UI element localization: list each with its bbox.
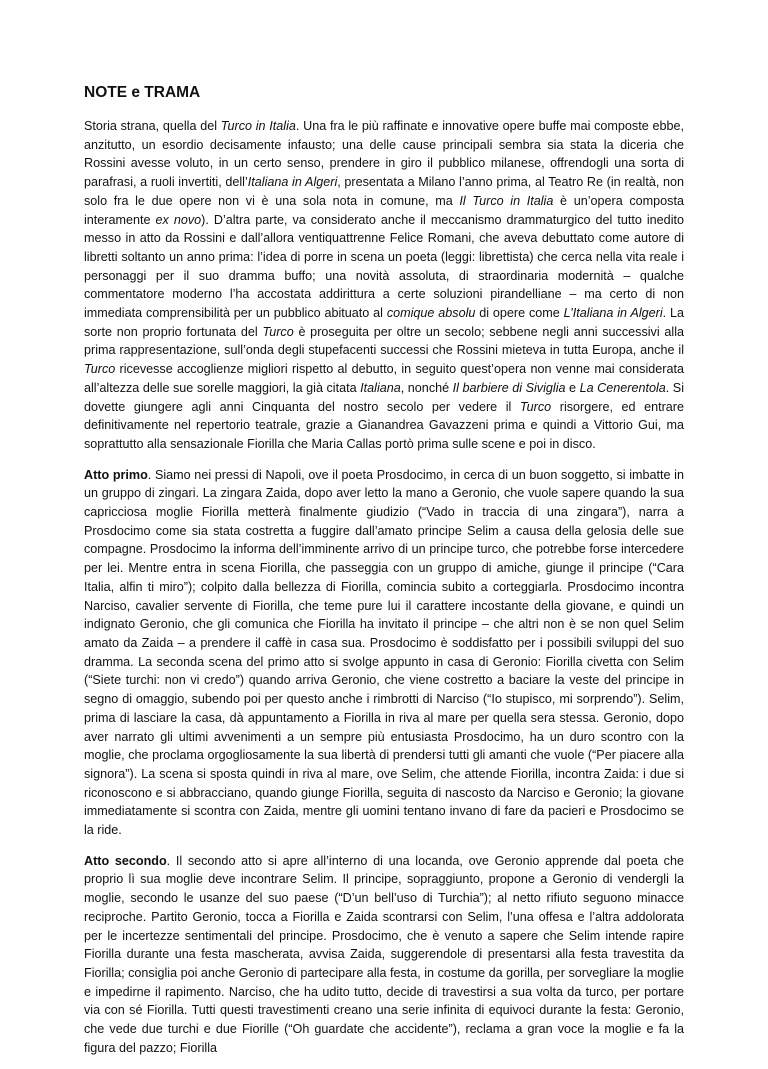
italic-title: ex novo xyxy=(155,212,202,227)
text-run: è proseguita per oltre un secolo; sebbene negli anni successivi alla prima rappresentazione, sull’onda degli stupefacenti successi che Rossini mieteva in tutta Europa, anche il xyxy=(84,324,684,358)
text-run: e xyxy=(565,380,580,395)
italic-title: comique absolu xyxy=(386,306,476,321)
text-run: . La sorte non proprio fortunata del xyxy=(84,306,684,339)
paragraph-heading: Atto secondo xyxy=(84,853,167,868)
act-two-paragraph xyxy=(84,852,684,1058)
document-body xyxy=(84,117,684,1057)
text-run: . Siamo nei pressi di Napoli, ove il poeta Prosdocimo, in cerca di un buon soggetto, si imbatte in un gruppo di zingari. La zingara Zaida, dopo aver letto la mano a Geronio, che vuole sapere quando la sua capricciosa moglie Fiorilla metterà finalmente giudizio (“Vado in traccia di una zingara”), narra a Prosdocimo come sia stata costretta a fuggire dall’amato principe Selim a causa della gelosia delle sue compagne. Prosdocimo la informa dell’imminente arrivo di un principe turco, che potrebbe forse intercedere per lei. Mentre entra in scena Fiorilla, che passeggia con un gruppo di amiche, giunge il principe (“Cara Italia, alfin ti miro”); colpito dalla bellezza di Fiorilla, comincia subito a corteggiarla. Prosdocimo incontra Narciso, cavalier servente di Fiorilla, che teme pure lui il carattere incostante della giovane, e quindi un indignato Geronio, che gli comunica che Fiorilla ha invitato il principe – che altri non è se non quel Selim amato da Zaida – a prendere il caffè in casa sua. Prosdocimo è soddisfatto per i possibili sviluppi del suo dramma. La seconda scena del primo atto si svolge appunto in casa di Geronio: Fiorilla civetta con Selim (“Siete turchi: non vi credo”) quando arriva Geronio, che viene costretto a baciare la veste del principe in segno di omaggio, subendo poi per questo anche i rimbrotti di Narciso (“Io stupisco, mi sorprendo”). Selim, prima di lasciare la casa, dà appuntamento a Fiorilla in riva al mare per quella sera stessa. Geronio, dopo aver narrato gli ultimi avvenimenti a un sempre più entusiasta Prosdocimo, ha un duro scontro con la moglie, che proclama orgogliosamente la sua libertà di prendersi tutti gli amanti che vuole (“Per piacere alla signora”). La scena si sposta quindi in riva al mare, ove Selim, che attende Fiorilla, incontra Zaida: i due si riconoscono e si abbracciano, quando giunge Fiorilla, seguita di nascosto da Narciso e Geronio; la giovane immediatamente si scontra con Zaida, mentre gli uomini tentano invano di fare da pacieri e Prosdocimo se la ride. xyxy=(84,467,684,838)
text-run: . Il secondo atto si apre all’interno di una locanda, ove Geronio apprende dal poeta che proprio lì sua moglie deve incontrare Selim. Il principe, sopraggiunto, propone a Geronio di vendergli la moglie, secondo le usanze del suo paese (“D’un bell’uso di Turchia”); al netto rifiuto seguono minacce reciproche. Partito Geronio, tocca a Fiorilla e Zaida scontrarsi con Selim, l’una offesa e l’altra addolorata per le incertezze sentimentali del principe. Prosdocimo, che è venuto a sapere che Selim intende rapire Fiorilla durante una festa mascherata, avvisa Zaida, suggerendole di presentarsi alla festa travestita da Fiorilla; consiglia poi anche Geronio di partecipare alla festa, in costume da gorilla, per sorvegliare la moglie e impedirne il rapimento. Narciso, che ha udito tutto, decide di travestirsi a sua volta da turco, per portare via con sé Fiorilla. Tutti questi travestimenti creano una serie infinita di equivoci durante la festa: Geronio, che vede due turchi e due Fiorille (“Oh guardate che accidente”), reclama a gran voce la moglie e fa la figura del pazzo; Fiorilla xyxy=(84,853,684,1055)
document-page xyxy=(84,84,684,1069)
italic-title: Il Turco in Italia xyxy=(459,193,554,208)
italic-title: Turco xyxy=(262,324,294,339)
text-run: è un’opera composta interamente xyxy=(84,193,684,227)
text-run: . Una fra le più raffinate e innovative opere buffe mai composte ebbe, anzitutto, un esordio decisamente infausto; una delle cause principali sembra sia stata la diceria che Rossini avesse voluto, in un certo senso, prendere in giro il pubblico milanese, offrendogli una sorta di parafrasi, a ruoli invertiti, dell’ xyxy=(84,119,684,190)
document-title: NOTE e TRAMA xyxy=(84,84,201,101)
italic-title: Turco xyxy=(84,362,116,377)
text-run: , presentata a Milano l’anno prima, al Teatro Re (in realtà, non solo fra le due opere non vi è una sola nota in comune, ma xyxy=(84,175,684,208)
text-run: risorgere, ed entrare definitivamente nel repertorio teatrale, grazie a Gianandrea Gavazzeni prima e quindi a Vittorio Gui, ma soprattutto alla sensazionale Fiorilla che Maria Callas portò prima sulle scene e poi in disco. xyxy=(84,399,684,451)
text-run: . Si dovette giungere agli anni Cinquanta del nostro secolo per vedere il xyxy=(84,380,685,414)
text-run: Storia strana, quella del xyxy=(84,119,221,133)
italic-title: L’Italiana in Algeri xyxy=(563,306,663,321)
italic-title: Italiana xyxy=(360,380,401,395)
act-one-paragraph xyxy=(84,466,684,840)
text-run: , nonché xyxy=(400,380,453,395)
italic-title: La Cenerentola xyxy=(579,380,666,395)
italic-title: Turco in Italia xyxy=(220,119,296,133)
italic-title: Turco xyxy=(519,399,552,414)
intro-paragraph xyxy=(84,117,684,454)
italic-title: Il barbiere di Siviglia xyxy=(452,380,566,395)
text-run: di opere come xyxy=(475,306,564,321)
text-run: ). D’altra parte, va considerato anche il meccanismo drammaturgico del tutto inedito messo in atto da Rossini e dall’allora ventiquattrenne Felice Romani, che aveva debuttato come autore di libretti soltanto un anno prima: l’idea di porre in scena un poeta (leggi: librettista) che cerca nella vita reale i personaggi per il suo dramma buffo; una novità assoluta, di straordinaria modernità – qualche commentatore moderno l’ha accostata addirittura a certe soluzioni pirandelliane – ma certo di non immediata comprensibilità per un pubblico abituato al xyxy=(84,212,684,321)
text-run: ricevesse accoglienze migliori rispetto al debutto, in seguito quest’opera non venne mai considerata all’altezza delle sue sorelle maggiori, la già citata xyxy=(84,362,684,395)
italic-title: Italiana in Algeri xyxy=(247,175,338,190)
paragraph-heading: Atto primo xyxy=(84,467,148,482)
